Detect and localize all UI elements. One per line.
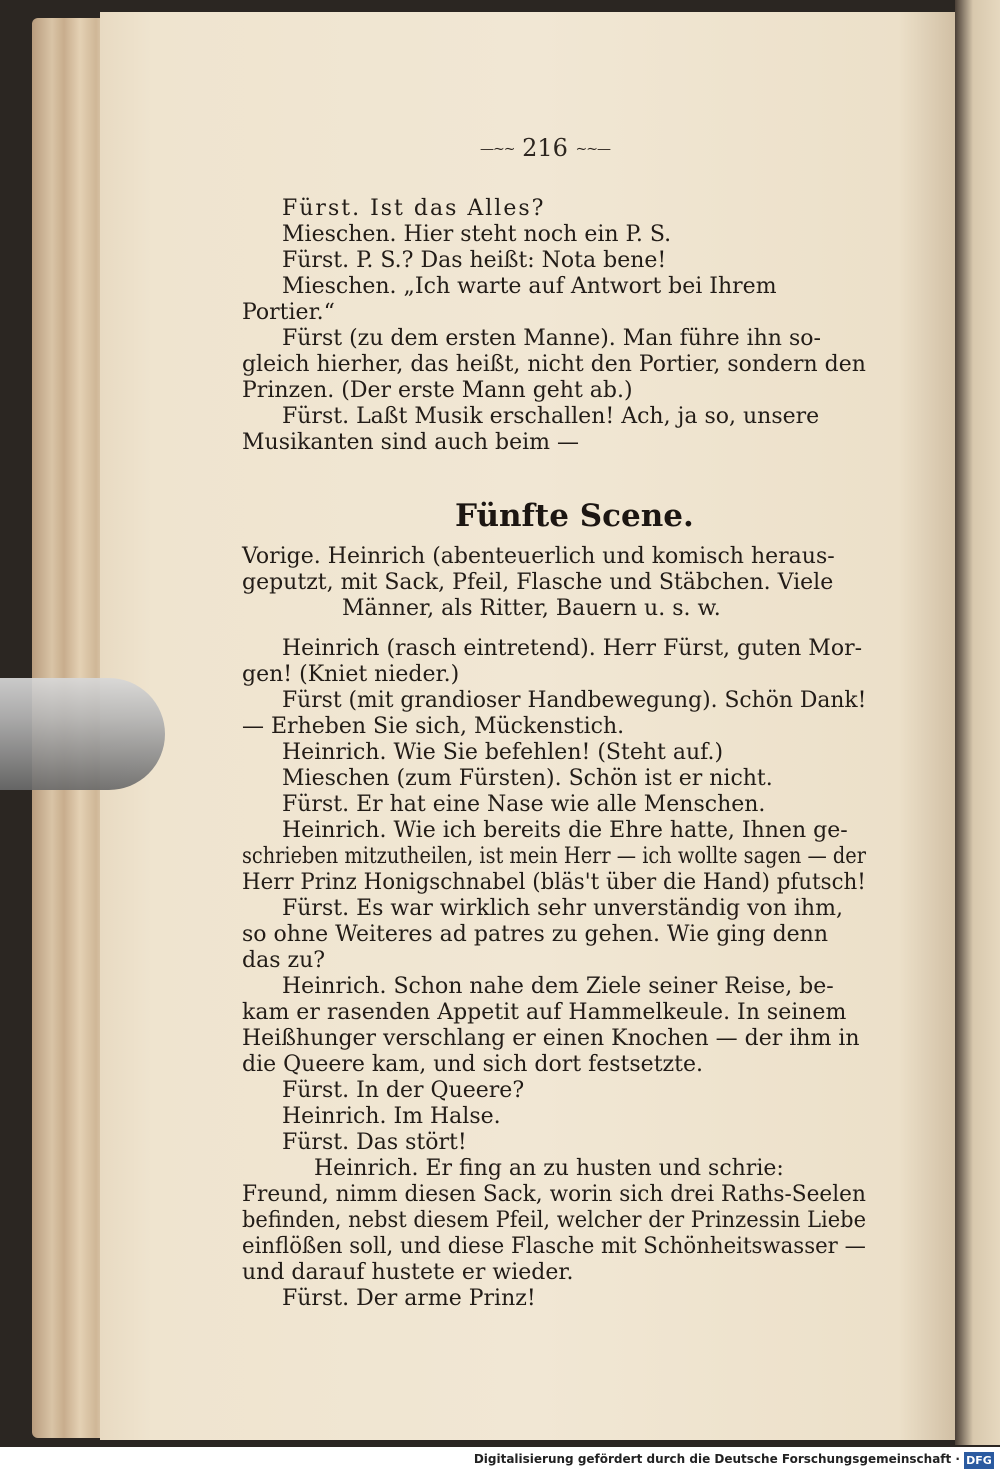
scene-heading: Fünfte Scene. [455,498,694,534]
text-line: Mieschen (zum Fürsten). Schön ist er nicht. [282,766,773,791]
text-line: Heinrich. Im Halse. [282,1104,501,1129]
text-line: kam er rasenden Appetit auf Hammelkeule. In seinem [242,1000,847,1025]
text-line: Fürst. Es war wirklich sehr unverständig von ihm, [282,896,843,921]
text-line: einflößen soll, und diese Flasche mit Schönheitswasser — [242,1234,866,1259]
text-line: Heißhunger verschlang er einen Knochen — der ihm in [242,1026,860,1051]
text-line: Fürst. In der Queere? [282,1078,525,1103]
text-line: Heinrich. Wie ich bereits die Ehre hatte, Ihnen ge- [282,818,848,843]
text-line: schrieben mitzutheilen, ist mein Herr — ich wollte sagen — der [242,844,866,869]
text-line: Fürst. Der arme Prinz! [282,1286,536,1311]
text-line: Heinrich. Schon nahe dem Ziele seiner Reise, be- [282,974,834,999]
text-line: Heinrich. Er fing an zu husten und schrie: [314,1156,784,1181]
text-line: die Queere kam, und sich dort festsetzte. [242,1052,703,1077]
ornament-right: ~~— [575,141,611,158]
text-line: — Erheben Sie sich, Mückenstich. [242,714,625,739]
book-gutter [955,0,1000,1445]
page-number: 216 [522,134,568,162]
text-line: gleich hierher, das heißt, nicht den Portier, sondern den [242,352,866,377]
text-line: Fürst. P. S.? Das heißt: Nota bene! [282,248,667,273]
text-line: Freund, nimm diesen Sack, worin sich drei Raths-Seelen [242,1182,866,1207]
text-line: geputzt, mit Sack, Pfeil, Flasche und Stäbchen. Viele [242,570,834,595]
text-line: Fürst (mit grandioser Handbewegung). Schön Dank! [282,688,867,713]
thumb-holding-page [0,678,165,790]
text-line: gen! (Kniet nieder.) [242,662,460,687]
text-line: Heinrich. Wie Sie befehlen! (Steht auf.) [282,740,724,765]
text-line: Fürst. Das stört! [282,1130,467,1155]
text-line: und darauf hustete er wieder. [242,1260,574,1285]
funding-credit: Digitalisierung gefördert durch die Deutsche Forschungsgemeinschaft · [473,1452,960,1466]
text-line: befinden, nebst diesem Pfeil, welcher der Prinzessin Liebe [242,1208,867,1233]
text-line: Heinrich (rasch eintretend). Herr Fürst, guten Mor- [282,636,863,661]
text-line: Fürst. Laßt Musik erschallen! Ach, ja so, unsere [282,404,820,429]
text-line: Fürst. Ist das Alles? [282,196,546,221]
text-line: Vorige. Heinrich (abenteuerlich und komisch heraus- [242,544,835,569]
text-line: Fürst. Er hat eine Nase wie alle Menschen. [282,792,766,817]
dfg-logo: DFG [964,1452,994,1469]
text-line: so ohne Weiteres ad patres zu gehen. Wie ging denn [242,922,829,947]
text-line: Portier.“ [242,300,335,325]
text-line: Mieschen. „Ich warte auf Antwort bei Ihrem [282,274,777,299]
text-line: das zu? [242,948,326,973]
text-line: Musikanten sind auch beim — [242,430,579,455]
text-line: Fürst (zu dem ersten Manne). Man führe ihn so- [282,326,821,351]
text-line: Mieschen. Hier steht noch ein P. S. [282,222,672,247]
text-line: Herr Prinz Honigschnabel (bläs't über die Hand) pfutsch! [242,870,866,895]
ornament-left: —~~ [479,141,515,158]
text-line: Prinzen. (Der erste Mann geht ab.) [242,378,633,403]
text-line: Männer, als Ritter, Bauern u. s. w. [342,596,721,621]
page-number-header [455,134,635,162]
